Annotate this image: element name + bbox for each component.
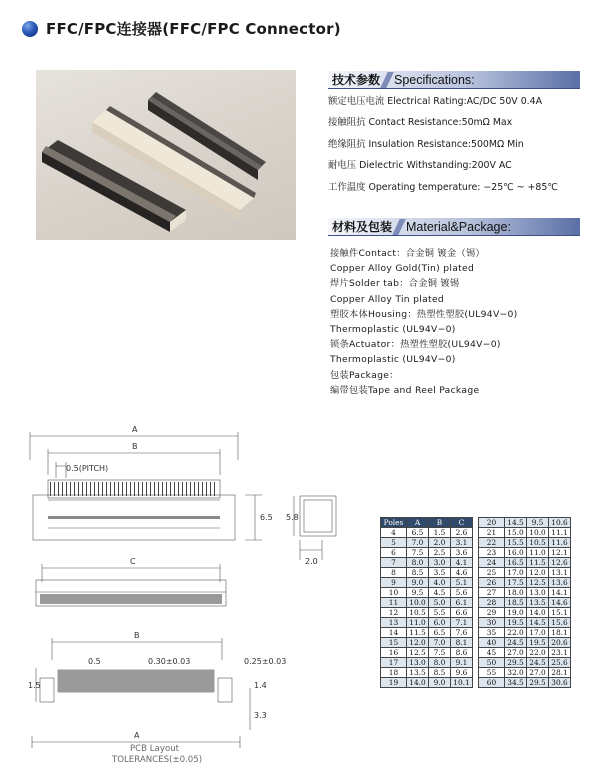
table-cell: 14 (381, 628, 407, 638)
table-cell: 7.6 (451, 628, 473, 638)
materials-heading-en: Material&Package: (406, 219, 511, 234)
dim-label-c: C (130, 557, 136, 566)
table-cell: 34.5 (505, 678, 527, 688)
table-cell: 2.6 (451, 528, 473, 538)
spec-line: 绝缘阻抗 Insulation Resistance:500MΩ Min (328, 138, 524, 150)
table-cell: 22.0 (505, 628, 527, 638)
table-cell: 19.0 (505, 608, 527, 618)
table-cell: 4.5 (429, 588, 451, 598)
table-cell: 4.1 (451, 558, 473, 568)
table-cell: 5.6 (451, 588, 473, 598)
table-cell: 11.0 (527, 548, 549, 558)
specifications-heading-en: Specifications: (394, 72, 475, 87)
slash-divider (380, 72, 393, 88)
table-row (381, 628, 571, 638)
table-cell: 3.0 (429, 558, 451, 568)
slash-divider (392, 219, 405, 235)
page-title-text: FFC/FPC连接器(FFC/FPC Connector) (46, 20, 341, 38)
table-cell: 9.6 (451, 668, 473, 678)
table-cell: 11.1 (549, 528, 571, 538)
spec-line: 接触阻抗 Contact Resistance:50mΩ Max (328, 117, 513, 129)
table-cell: 35 (479, 628, 505, 638)
material-line: 焊片Solder tab：合金铜 镀锡 (330, 278, 460, 290)
spec-line: 额定电压电流 Electrical Rating:AC/DC 50V 0.4A (328, 96, 543, 107)
table-cell: 18.5 (505, 598, 527, 608)
table-cell: 19.5 (527, 638, 549, 648)
table-row (381, 598, 571, 608)
table-cell: 5.5 (429, 608, 451, 618)
dim-label-w20: 2.0 (305, 557, 318, 566)
table-cell: 14.0 (527, 608, 549, 618)
table-cell: 28 (479, 598, 505, 608)
table-cell: 10.5 (407, 608, 429, 618)
specifications-list (328, 97, 588, 204)
connector-photo-illustration (36, 70, 296, 240)
table-cell: 13.1 (549, 568, 571, 578)
dim-label-v33: 3.3 (254, 711, 267, 720)
table-cell: 13.5 (527, 598, 549, 608)
table-cell: 7.0 (407, 538, 429, 548)
table-cell: 7.1 (451, 618, 473, 628)
table-cell: 18 (381, 668, 407, 678)
table-cell: 14.5 (527, 618, 549, 628)
table-cell: 45 (479, 648, 505, 658)
table-cell: 8.5 (407, 568, 429, 578)
specifications-heading-cn: 技术参数 (332, 73, 381, 87)
table-row (381, 678, 571, 688)
table-cell: 17.5 (505, 578, 527, 588)
table-cell: 13.5 (407, 668, 429, 678)
dim-label-pad05: 0.5 (88, 657, 101, 666)
table-cell: 8.0 (407, 558, 429, 568)
dimension-table (380, 517, 571, 688)
table-cell: 17 (381, 658, 407, 668)
table-cell: 9.0 (407, 578, 429, 588)
material-line: 接触件Contact：合金铜 镀金（锡） (330, 248, 485, 259)
table-row (381, 528, 571, 538)
table-cell: 28.1 (549, 668, 571, 678)
table-cell: 7 (381, 558, 407, 568)
table-cell: 32.0 (505, 668, 527, 678)
dim-label-pad025: 0.25±0.03 (244, 657, 287, 666)
table-row (381, 578, 571, 588)
table-row (381, 538, 571, 548)
table-cell: 13.0 (407, 658, 429, 668)
table-cell: 27 (479, 588, 505, 598)
table-cell: 10.5 (527, 538, 549, 548)
table-cell: 12.0 (407, 638, 429, 648)
table-cell: 17.0 (505, 568, 527, 578)
table-cell: 6 (381, 548, 407, 558)
table-cell: 30 (479, 618, 505, 628)
table-cell: 40 (479, 638, 505, 648)
table-cell: 11.5 (527, 558, 549, 568)
spec-line: 工作温度 Operating temperature: −25℃ ~ +85℃ (328, 181, 558, 193)
table-cell: 7.5 (429, 648, 451, 658)
table-row (381, 568, 571, 578)
table-row (381, 658, 571, 668)
table-cell: 3.6 (451, 548, 473, 558)
table-cell: 8.5 (429, 668, 451, 678)
materials-header (328, 218, 580, 236)
table-cell: 1.5 (429, 528, 451, 538)
dim-label-a: A (132, 425, 138, 434)
table-cell: 19 (381, 678, 407, 688)
table-row (381, 608, 571, 618)
material-line: Thermoplastic (UL94V−0) (330, 323, 456, 335)
table-cell: 9.1 (451, 658, 473, 668)
table-cell: 9.5 (407, 588, 429, 598)
table-cell: 5.1 (451, 578, 473, 588)
table-cell: 15.5 (505, 538, 527, 548)
table-cell: 6.6 (451, 608, 473, 618)
table-cell: 5 (381, 538, 407, 548)
table-row (381, 588, 571, 598)
table-cell: 10 (381, 588, 407, 598)
table-cell: 16 (381, 648, 407, 658)
dim-label-b: B (132, 442, 138, 451)
table-row (381, 668, 571, 678)
table-cell: 24.5 (527, 658, 549, 668)
product-photo (36, 70, 296, 240)
table-cell: 9.0 (429, 678, 451, 688)
table-cell: 11 (381, 598, 407, 608)
table-cell: 50 (479, 658, 505, 668)
material-line: Thermoplastic (UL94V−0) (330, 354, 456, 366)
pcb-layout-label: PCB Layout (130, 744, 180, 754)
table-cell: 9 (381, 578, 407, 588)
table-cell: 15.1 (549, 608, 571, 618)
table-cell: 55 (479, 668, 505, 678)
table-cell: 10.6 (549, 518, 571, 528)
table-cell: 14.5 (505, 518, 527, 528)
dim-label-pitch: 0.5(PITCH) (66, 464, 109, 473)
table-cell: 2.0 (429, 538, 451, 548)
table-cell: 3.5 (429, 568, 451, 578)
table-cell: 18.0 (505, 588, 527, 598)
dim-label-h65: 6.5 (260, 513, 273, 522)
table-cell: 11.6 (549, 538, 571, 548)
table-cell: 27.0 (505, 648, 527, 658)
page-title (22, 18, 341, 39)
table-cell: 60 (479, 678, 505, 688)
dim-label-v15: 1.5 (28, 681, 41, 690)
table-cell: 7.5 (407, 548, 429, 558)
dim-label-a-pcb: A (134, 731, 140, 740)
table-cell: 25 (479, 568, 505, 578)
table-cell: 6.5 (407, 528, 429, 538)
table-cell: 24.5 (505, 638, 527, 648)
table-cell: 16.0 (505, 548, 527, 558)
specifications-header (328, 71, 580, 89)
table-cell: 3.1 (451, 538, 473, 548)
table-cell: A (407, 518, 429, 528)
table-cell: 22 (479, 538, 505, 548)
dimension-table-body (381, 518, 571, 688)
dim-label-v14: 1.4 (254, 681, 267, 690)
spec-line: 耐电压 Dielectric Withstanding:200V AC (328, 160, 512, 172)
tolerances-label: TOLERANCES(±0.05) (112, 755, 203, 765)
dim-label-h58: 5.8 (286, 513, 299, 522)
table-row (381, 558, 571, 568)
table-cell: 9.5 (527, 518, 549, 528)
table-cell: 22.0 (527, 648, 549, 658)
table-cell: 8.0 (429, 658, 451, 668)
dim-label-b-pcb: B (134, 631, 140, 640)
table-cell: 13.6 (549, 578, 571, 588)
table-cell: 29.5 (527, 678, 549, 688)
table-cell: 18.1 (549, 628, 571, 638)
table-cell: 4 (381, 528, 407, 538)
table-cell: 12.6 (549, 558, 571, 568)
table-cell: 11.5 (407, 628, 429, 638)
table-cell: 4.0 (429, 578, 451, 588)
table-cell: 23.1 (549, 648, 571, 658)
table-row (381, 648, 571, 658)
material-line: 包装Package： (330, 369, 399, 381)
table-cell: 6.1 (451, 598, 473, 608)
table-cell: 26 (479, 578, 505, 588)
table-cell: 21 (479, 528, 505, 538)
materials-heading-cn: 材料及包装 (332, 220, 393, 234)
table-cell: 15.6 (549, 618, 571, 628)
table-cell: 20 (479, 518, 505, 528)
dim-label-pad030: 0.30±0.03 (148, 657, 191, 666)
table-cell: 12.5 (407, 648, 429, 658)
table-cell: B (429, 518, 451, 528)
table-cell: 7.0 (429, 638, 451, 648)
table-cell: 13.0 (527, 588, 549, 598)
table-cell: 12 (381, 608, 407, 618)
material-line: Copper Alloy Gold(Tin) plated (330, 263, 475, 275)
materials-list (330, 248, 590, 400)
table-cell: 14.6 (549, 598, 571, 608)
table-cell: 19.5 (505, 618, 527, 628)
table-cell: 8.1 (451, 638, 473, 648)
table-cell: 14.1 (549, 588, 571, 598)
table-cell: C (451, 518, 473, 528)
material-line: 锁条Actuator：热塑性塑胶(UL94V−0) (330, 339, 501, 351)
table-cell: 6.5 (429, 628, 451, 638)
table-cell: 10.0 (527, 528, 549, 538)
table-row (381, 518, 571, 528)
table-cell: 29.5 (505, 658, 527, 668)
table-cell: Poles (381, 518, 407, 528)
table-cell: 5.0 (429, 598, 451, 608)
table-cell: 20.6 (549, 638, 571, 648)
material-line: 编带包装Tape and Reel Package (330, 384, 480, 396)
table-cell: 24 (479, 558, 505, 568)
table-cell: 8 (381, 568, 407, 578)
table-cell: 4.6 (451, 568, 473, 578)
table-cell: 30.6 (549, 678, 571, 688)
table-cell: 12.1 (549, 548, 571, 558)
table-cell: 12.5 (527, 578, 549, 588)
table-cell: 13 (381, 618, 407, 628)
table-cell: 2.5 (429, 548, 451, 558)
table-cell: 12.0 (527, 568, 549, 578)
table-cell: 10.1 (451, 678, 473, 688)
table-cell: 8.6 (451, 648, 473, 658)
table-cell: 6.0 (429, 618, 451, 628)
table-cell: 10.0 (407, 598, 429, 608)
table-row (381, 548, 571, 558)
table-cell: 29 (479, 608, 505, 618)
bullet-icon (22, 21, 38, 37)
table-cell: 17.0 (527, 628, 549, 638)
material-line: 塑胶本体Housing：热塑性塑胶(UL94V−0) (330, 308, 518, 320)
table-cell: 15.0 (505, 528, 527, 538)
table-row (381, 638, 571, 648)
table-cell: 14.0 (407, 678, 429, 688)
table-cell: 16.5 (505, 558, 527, 568)
table-cell: 15 (381, 638, 407, 648)
table-cell: 25.6 (549, 658, 571, 668)
table-cell: 23 (479, 548, 505, 558)
material-line: Copper Alloy Tin plated (330, 293, 445, 305)
table-cell: 27.0 (527, 668, 549, 678)
table-cell: 11.0 (407, 618, 429, 628)
table-row (381, 618, 571, 628)
